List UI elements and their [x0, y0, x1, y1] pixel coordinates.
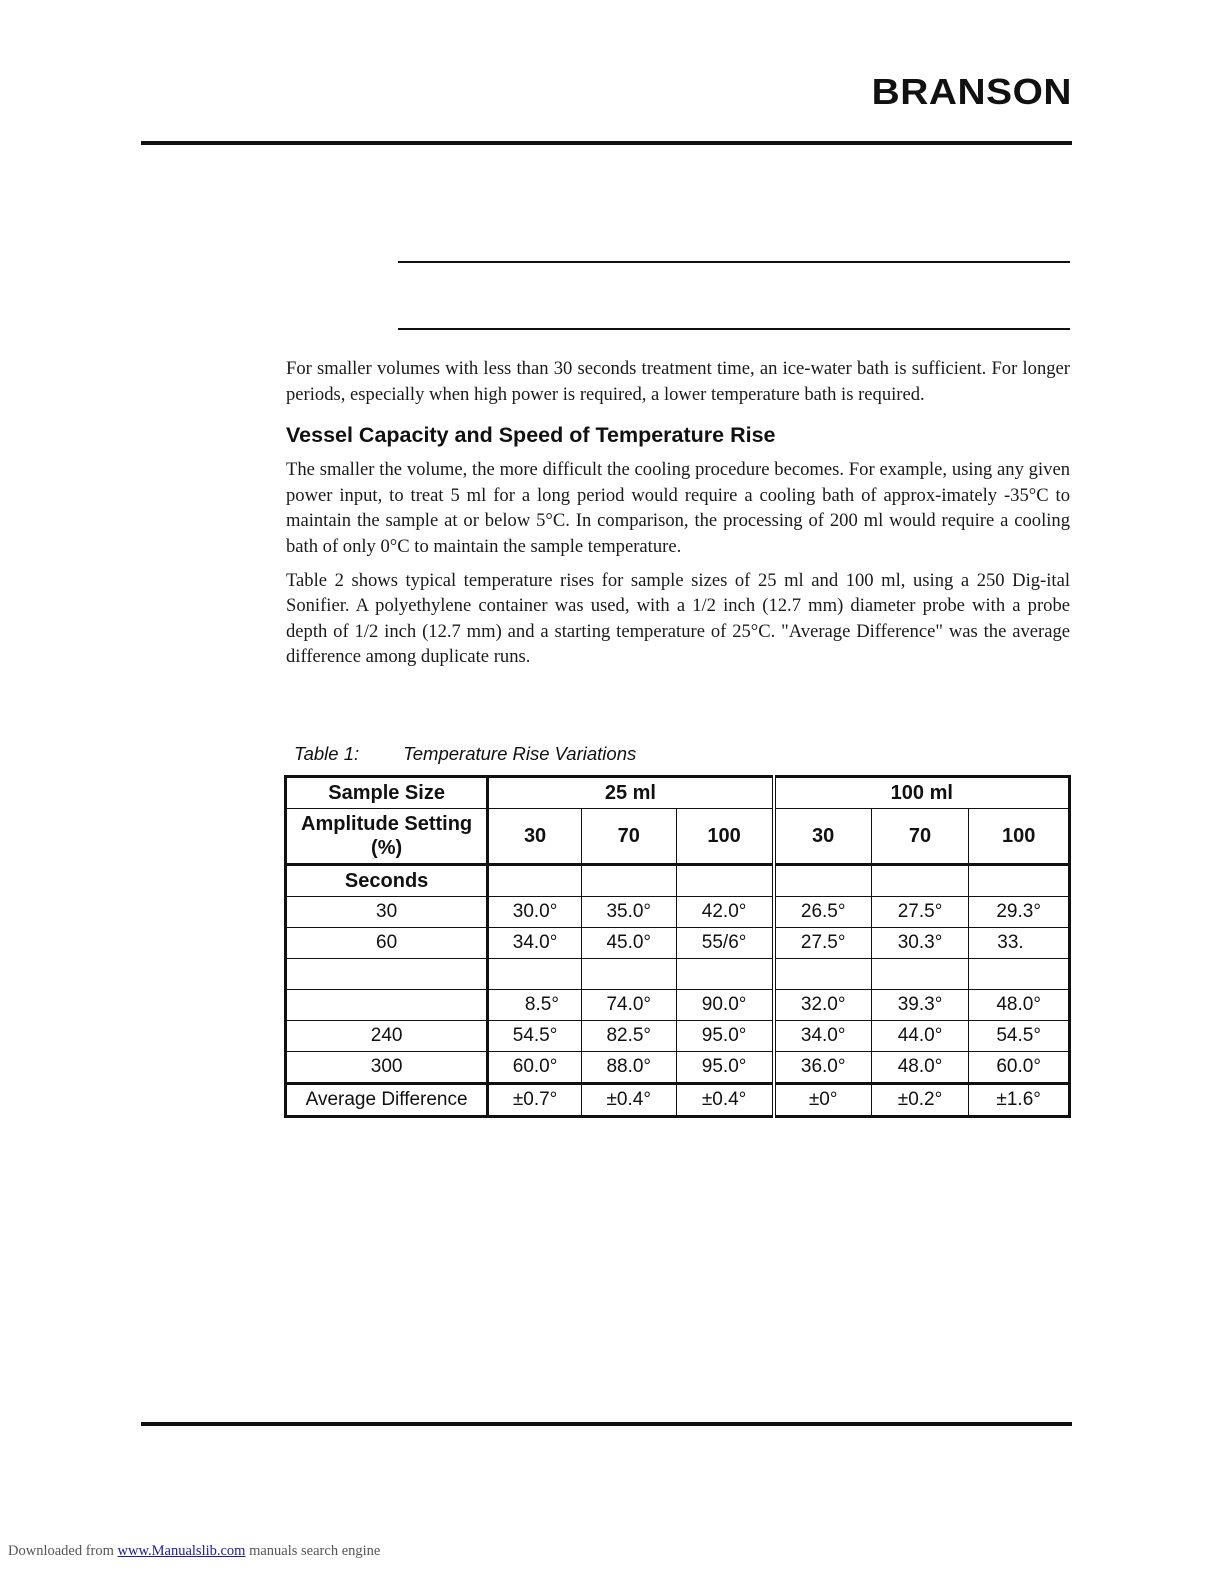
table-cell: 44.0° [871, 1021, 969, 1052]
temperature-rise-table [284, 775, 1071, 1118]
row-seconds-label [286, 959, 488, 990]
table-cell: ±0.2° [871, 1084, 969, 1117]
table-row [286, 897, 1070, 928]
table-cell [774, 959, 872, 990]
manualslib-link[interactable]: www.Manualslib.com [117, 1543, 246, 1559]
footer-rule [141, 1422, 1072, 1426]
average-difference-label: Average Difference [286, 1084, 488, 1117]
group-header-100ml: 100 ml [774, 777, 1070, 809]
paragraph-cooling-bath: For smaller volumes with less than 30 seconds treatment time, an ice-water bath is sufficient. For longer periods, especially when high power is required, a lower temperature bath is required. [286, 358, 1070, 405]
table-cell: 45.0° [581, 928, 676, 959]
amplitude-cell: 30 [774, 809, 872, 865]
empty-cell [871, 865, 969, 897]
table-cell: 82.5° [581, 1021, 676, 1052]
table-cell: 35.0° [581, 897, 676, 928]
table-cell: 34.0° [488, 928, 582, 959]
sample-size-header: Sample Size [286, 777, 488, 809]
table-cell: 32.0° [774, 990, 872, 1021]
table-caption-title: Temperature Rise Variations [403, 743, 637, 764]
body-content [286, 356, 1070, 678]
table-cell: ±0° [774, 1084, 872, 1117]
footer-suffix: manuals search engine [249, 1543, 381, 1559]
blank-rule-lower [398, 328, 1070, 330]
table-cell: 95.0° [676, 1052, 774, 1084]
empty-cell [676, 865, 774, 897]
row-seconds-label: 240 [286, 1021, 488, 1052]
empty-cell [581, 865, 676, 897]
seconds-header: Seconds [286, 865, 488, 897]
empty-cell [774, 865, 872, 897]
amplitude-cell: 100 [969, 809, 1070, 865]
table-row [286, 1021, 1070, 1052]
table-cell: 8.5° [488, 990, 582, 1021]
table-cell: ±0.4° [676, 1084, 774, 1117]
row-seconds-label: 300 [286, 1052, 488, 1084]
table-cell [871, 959, 969, 990]
table-cell: ±0.7° [488, 1084, 582, 1117]
table-cell: 39.3° [871, 990, 969, 1021]
table-cell: ±0.4° [581, 1084, 676, 1117]
table-cell: 33. [969, 928, 1070, 959]
table-header-row-sample-size [286, 777, 1070, 809]
table-cell: 55/6° [676, 928, 774, 959]
amplitude-cell: 70 [871, 809, 969, 865]
row-seconds-label [286, 990, 488, 1021]
table-cell: 48.0° [969, 990, 1070, 1021]
table-cell: 27.5° [871, 897, 969, 928]
table-cell: 54.5° [969, 1021, 1070, 1052]
table-row-average-difference [286, 1084, 1070, 1117]
table-cell: 30.3° [871, 928, 969, 959]
table-cell: 88.0° [581, 1052, 676, 1084]
paragraph-table-description: Table 2 shows typical temperature rises for sample sizes of 25 ml and 100 ml, using a 250 Dig-ital Sonifier. A polyethylene container was used, with a 1/2 inch (12.7 mm) diameter probe with a probe depth of 1/2 inch (12.7 mm) and a starting temperature of 25°C. "Average Difference" was the average difference among duplicate runs. [286, 569, 1070, 668]
table-cell: 60.0° [969, 1052, 1070, 1084]
table-row [286, 1052, 1070, 1084]
amplitude-header: Amplitude Setting (%) [286, 809, 488, 865]
download-footer [8, 1543, 380, 1560]
group-header-25ml: 25 ml [488, 777, 774, 809]
branson-logo: BRANSON [871, 71, 1072, 112]
table-cell [488, 959, 582, 990]
amplitude-cell: 30 [488, 809, 582, 865]
table-header-row-seconds [286, 865, 1070, 897]
header-rule [141, 141, 1072, 145]
table-cell: 90.0° [676, 990, 774, 1021]
table-cell: 74.0° [581, 990, 676, 1021]
table-cell: 95.0° [676, 1021, 774, 1052]
table-cell [581, 959, 676, 990]
table-row [286, 959, 1070, 990]
paragraph-vessel-capacity: The smaller the volume, the more difficult the cooling procedure becomes. For example, using any given power input, to treat 5 ml for a long period would require a cooling bath of approx-imately -35°C to maintain the sample at or below 5°C. In comparison, the processing of 200 ml would require a cooling bath of only 0°C to maintain the sample temperature. [286, 459, 1070, 557]
table-cell: 27.5° [774, 928, 872, 959]
table-caption-label: Table 1: [294, 743, 360, 764]
empty-cell [488, 865, 582, 897]
table-cell: 29.3° [969, 897, 1070, 928]
table-caption [294, 742, 636, 766]
table-cell: 54.5° [488, 1021, 582, 1052]
table-cell: 48.0° [871, 1052, 969, 1084]
table-cell: 42.0° [676, 897, 774, 928]
blank-rule-upper [398, 261, 1070, 263]
table-cell: 60.0° [488, 1052, 582, 1084]
amplitude-cell: 70 [581, 809, 676, 865]
table-cell: 36.0° [774, 1052, 872, 1084]
table-cell: 30.0° [488, 897, 582, 928]
footer-prefix: Downloaded from [8, 1543, 114, 1559]
row-seconds-label: 30 [286, 897, 488, 928]
row-seconds-label: 60 [286, 928, 488, 959]
table-cell: ±1.6° [969, 1084, 1070, 1117]
table-row [286, 990, 1070, 1021]
table-cell [969, 959, 1070, 990]
table-cell: 26.5° [774, 897, 872, 928]
empty-cell [969, 865, 1070, 897]
table-cell [676, 959, 774, 990]
table-header-row-amplitude [286, 809, 1070, 865]
amplitude-cell: 100 [676, 809, 774, 865]
table-row [286, 928, 1070, 959]
section-heading: Vessel Capacity and Speed of Temperature Rise [286, 423, 776, 448]
table-cell: 34.0° [774, 1021, 872, 1052]
